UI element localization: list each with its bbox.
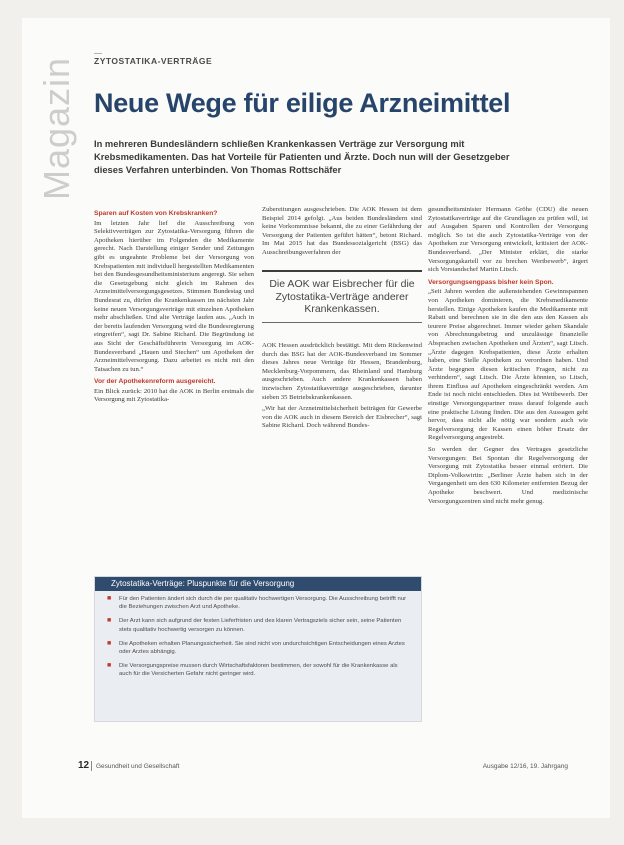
text-column-2-lower (262, 342, 422, 434)
article-lead: In mehreren Bundesländern schließen Krankenkassen Verträge zur Versorgung mit Krebsmedikamenten. Das hat Vorteile für Patienten und Ärzte. Doch nun will der Gesetzgeber dieses Verfahren unterbinden. Von Thomas Rottschäfer (94, 138, 510, 175)
info-box (94, 576, 422, 722)
paragraph: So werden der Gegner des Vertrages gesetzliche Versorgungen: Bei Spontan die Regelversorgung der Versorgung mit Zytostatika besser einmal erörtert. Die Diplom-Volkswirtin: „Berliner Ärzte haben sich in der Vergangenheit um den 630 Kilometer entfernten Bezug der Apotheke beschwert. Und medizinische Versorgungszentren sind nicht mehr genug. (428, 446, 588, 505)
bullet-icon: ■ (107, 617, 112, 625)
article-kicker: ZYTOSTATIKA-VERTRÄGE (94, 56, 213, 66)
paragraph: Im letzten Jahr lief die Ausschreibung von Selektivverträgen zur Zytostatika-Versorgung führen die Apotheken hierüber im Folgenden die Medikamente gerecht. Nach Darstellung einiger Sender und Zeitungen gibt es ungeahnte Probleme bei der Versorgung von Krebspatienten mit individuell hergestellten Medikamenten bei den Bundesgesundheitsministerium angeregt. Sie sehen die Gesetzgebung nicht gleich im Rahmen des Arzneimittelversorgungsgesetzes. Stimmen Bundestag und Bundesrat zu, dürfen die Krankenkassen im nächsten Jahr keine neuen Versorgungsverträge mit einzelnen Apotheken mehr abschließen. Und alte Verträge laufen aus. „Auch in der bereits laufenden Versorgung wird die Bundesregierung eingreifen“, sagt Dr. Sabine Richard. Die Begründung ist aus Sicht der Geschäftsführerin Versorgung im AOK-Bundesverband „Hauen und Stechen“ um Apotheken der Arzneimittelversorgung. Dazu arbeitet es nicht mit den Tatsachen zu tun.“ (94, 219, 254, 373)
footer-divider (91, 761, 92, 771)
quote-rule-bottom (262, 322, 422, 323)
pull-quote-text: Die AOK war Eisbrecher für die Zytostatika-Verträge anderer Krankenkassen. (269, 278, 415, 315)
page-number: 12 (78, 760, 90, 771)
info-box-list (95, 595, 421, 679)
pull-quote (262, 270, 422, 323)
paragraph: Zubereitungen ausgeschrieben. Die AOK Hessen ist dem Beispiel 2014 gefolgt. „Aus beiden Bundesländern sind keine Vorkommnisse bekannt, die zu einer Gefährdung der Versorgung der Patienten geführt hätten“, betont Richard. Im Mai 2015 hat das Bundessozialgericht (BSG) das Ausschreibungsverfahren der (262, 206, 422, 256)
paragraph: AOK Hessen ausdrücklich bestätigt. Mit dem Rückenwind durch das BSG hat der AOK-Bundesverband im Sommer dieses Jahres neue Verträge für Hessen, Brandenburg, Mecklenburg-Vorpommern, das Rheinland und Hamburg ausgeschrieben. Auch andere Krankenkassen haben inzwischen Zytostatikaverträge ausgeschrieben, darunter sieben 35 Betriebskrankenkassen. (262, 342, 422, 401)
quote-rule-top (262, 270, 422, 272)
footer-publication: Gesundheit und Gesellschaft (96, 763, 180, 770)
list-item: ■ Der Arzt kann sich aufgrund der festen Lieferfristen und des klaren Vertragsziels sicher sein, seine Patienten stets qualitativ hochwertig versorgen zu können. (107, 617, 402, 633)
bullet-icon: ■ (107, 639, 112, 647)
list-item: ■ Für den Patienten ändert sich durch die per qualitativ hochwertigen Versorgung. Die Ausschreibung betrifft nur die Beziehungen zwischen Arzt und Apotheke. (107, 595, 407, 611)
paragraph: Ein Blick zurück: 2010 hat die AOK in Berlin erstmals die Versorgung mit Zytostatika- (94, 387, 254, 404)
subheading: Vor der Apothekenreform ausgereicht. (94, 378, 216, 386)
bullet-icon: ■ (107, 595, 112, 602)
info-box-header: Zytostatika-Verträge: Pluspunkte für die Versorgung (95, 577, 421, 591)
text-column-2 (262, 206, 422, 261)
article-title: Neue Wege für eilige Arzneimittel (94, 88, 511, 118)
paragraph: gesundheitsminister Hermann Gröhe (CDU) die neuen Zytostatikaverträge auf die Grundlagen zu prüfen will, ist auf Ausgaben Sparen und Kontrollen der Versorgung möglich. So ist die auch Zytostatika-Verträge von der Apotheken zur Versorgung entwickelt, kritisiert der AOK-Bundesverband. „Der Minister erklärt, die starke Versorgungskartell vor zu brechen Wertbewerb“, ärgert sich Vorstandschef Martin Litsch. (428, 206, 588, 274)
paragraph: „Wir hat der Arzneimittelsicherheit beiträgen für Gewerbe von die AOK auch in diesem Bereich der Eisbrecher“, sagt Sabine Richard. Doch während Bundes- (262, 405, 422, 430)
list-item: ■ Die Apotheken erhalten Planungssicherheit. Sie sind nicht von undurchsichtigen Entscheidungen eines Arztes oder Arztes abhängig. (107, 639, 405, 656)
text-column-1 (94, 206, 254, 408)
kicker-rule (94, 53, 102, 54)
section-vertical-label: Magazin (36, 56, 77, 200)
footer-issue: Ausgabe 12/16, 19. Jahrgang (482, 763, 568, 770)
list-item: ■ Die Versorgungspreise mussen durch Wirtschaftsfaktoren bestimmen, der sowohl für die Krankenkasse als auch für die Versicherten Gefahr nicht geringer wird. (107, 662, 398, 678)
bullet-icon: ■ (107, 662, 112, 670)
subheading: Sparen auf Kosten von Krebskranken? (94, 210, 218, 217)
text-column-3 (428, 206, 588, 509)
paragraph: „Seit Jahren werden die außenstehenden Gewinnspannen von Apotheken dominieren, die Krebsmedikamente herstellen. Einige Apotheken kaufen die Medikamente mit Rabatt und berechnen sie in die den aus den Kassen als teurere Preise abgerechnet. Immer wieder gehen Skandale von Abrechnungsbetrug und unzulässige finanzielle Absprachen zwischen Apotheken und Ärzten“, sagt Litsch. „Ärzte dagegen Krebspatienten, diese Ärzte erhalten haben, eine Stelle Apotheken zu verordnen haben. Und Ärzte begegnen diesen kritischen Fragen, nicht zu verhindern“, sagt Litsch. Die Ärzte könnten, so Litsch, ihrem Einfluss auf Apotheken eingeschränkt werden. Am Ende ist noch nicht entschieden. Dies ist Wettbewerb. Der einstige Versorgungspartner muss darauf folgende auch eine praktische Lösung finden. Die aus den Aussagen geht hervor, dass nicht alle nötig war sondern auch wie Regelversorgung der Kassen einen höher Ersatz der Regelversorgung angestrebt. (428, 288, 588, 442)
page-footer (74, 760, 594, 774)
subheading: Versorgungsengpass bisher kein Spon. (428, 278, 554, 286)
